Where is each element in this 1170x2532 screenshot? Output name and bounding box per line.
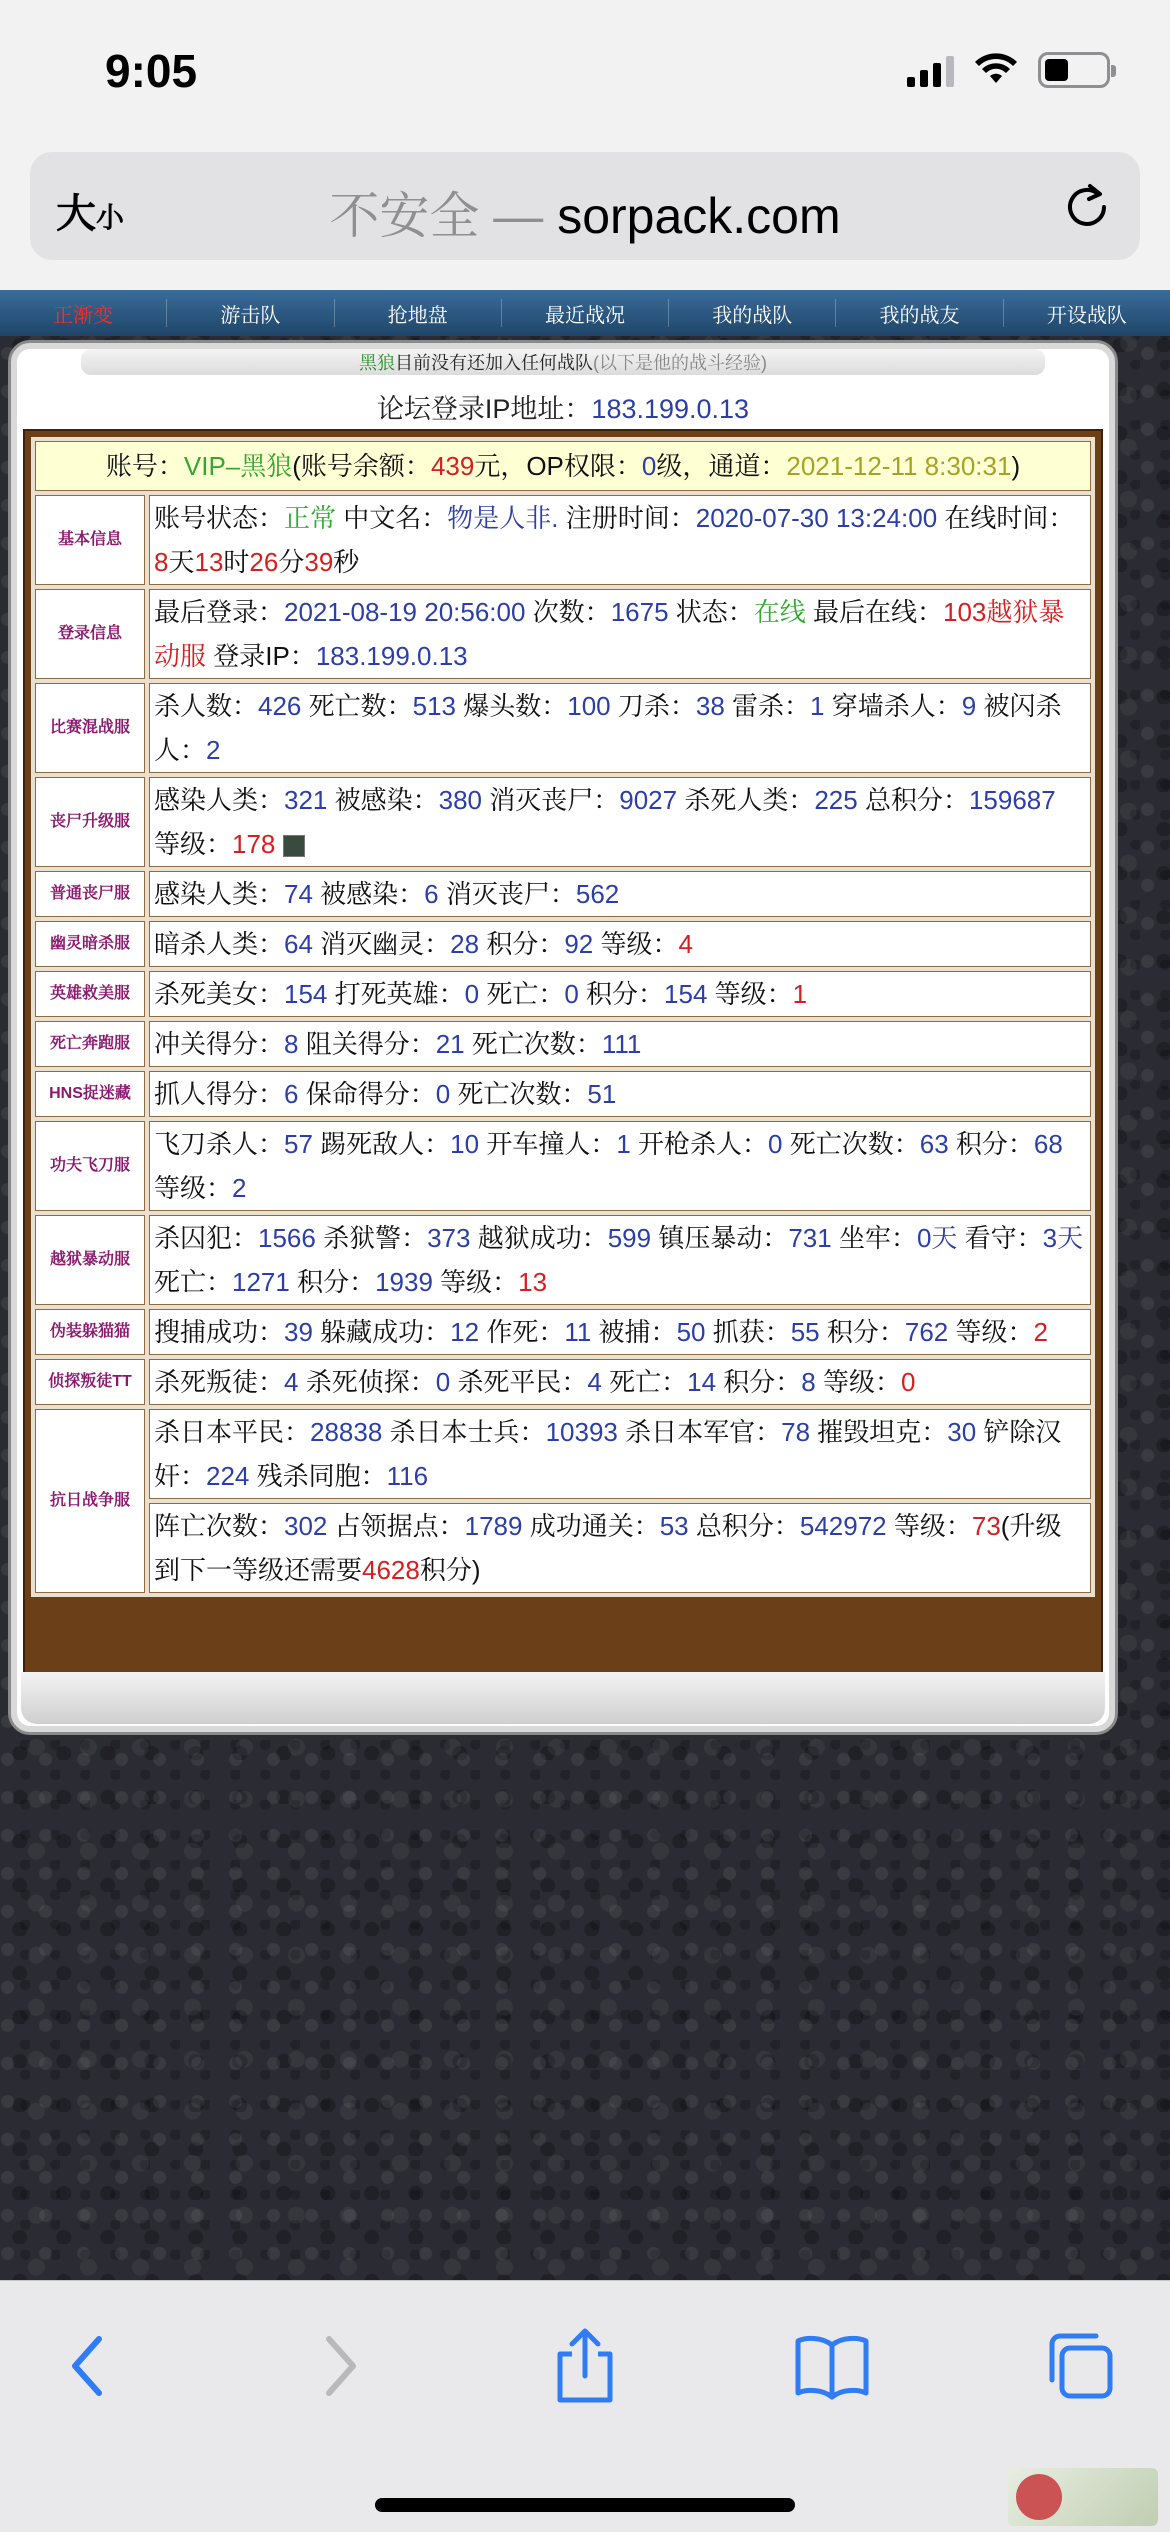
address-bar[interactable]: [30, 152, 1140, 260]
home-indicator: [375, 2498, 795, 2512]
row-value: 感染人类：321 被感染：380 消灭丧尸：9027 杀死人类：225 总积分：159687 等级：178: [149, 777, 1091, 867]
nav-item-create-team[interactable]: 开设战队: [1046, 304, 1127, 327]
battery-icon: [1038, 52, 1110, 88]
cellular-signal-icon: [907, 53, 954, 87]
table-row: [35, 495, 1091, 585]
player-name[interactable]: 黑狼: [359, 353, 395, 373]
row-label: 越狱暴动服: [35, 1215, 145, 1305]
row-label: HNS捉迷藏: [35, 1071, 145, 1117]
row-value: 飞刀杀人：57 踢死敌人：10 开车撞人：1 开枪杀人：0 死亡次数：63 积分：68 等级：2: [149, 1121, 1091, 1211]
nav-item-guerrilla[interactable]: 游击队: [220, 304, 281, 327]
table-row: [35, 1071, 1091, 1117]
table-row: [35, 871, 1091, 917]
row-label: 丧尸升级服: [35, 777, 145, 867]
row-label: 死亡奔跑服: [35, 1021, 145, 1067]
row-label: 普通丧尸服: [35, 871, 145, 917]
nav-item-territory[interactable]: 抢地盘: [387, 304, 448, 327]
table-row: [35, 1359, 1091, 1405]
back-button[interactable]: [38, 2321, 138, 2411]
table-row: [35, 589, 1091, 679]
row-label: 侦探叛徒TT: [35, 1359, 145, 1405]
row-value: 杀囚犯：1566 杀狱警：373 越狱成功：599 镇压暴动：731 坐牢：0天 看守：3天 死亡：1271 积分：1939 等级：13: [149, 1215, 1091, 1305]
row-label: 伪装躲猫猫: [35, 1309, 145, 1355]
row-value: 杀死叛徒：4 杀死侦探：0 杀死平民：4 死亡：14 积分：8 等级：0: [149, 1359, 1091, 1405]
row-label: 基本信息: [35, 495, 145, 585]
table-row: [35, 683, 1091, 773]
browser-top-chrome: [0, 0, 1170, 290]
nav-item-active[interactable]: 正渐变: [53, 304, 114, 327]
browser-toolbar: [0, 2280, 1170, 2532]
table-row: [35, 1409, 1091, 1499]
row-label: 抗日战争服: [35, 1409, 145, 1593]
table-row: [35, 921, 1091, 967]
squad-notice: 黑狼目前没有还加入任何战队(以下是他的战斗经验): [81, 349, 1045, 375]
insecure-label: 不安全 —: [329, 188, 544, 244]
row-value: 阵亡次数：302 占领据点：1789 成功通关：53 总积分：542972 等级：73(升级到下一等级还需要4628积分): [149, 1503, 1091, 1593]
wifi-icon: [974, 53, 1018, 87]
rank-badge-icon: [283, 835, 305, 857]
nav-item-my-team[interactable]: 我的战队: [712, 304, 793, 327]
table-row: [35, 1021, 1091, 1067]
row-label: 功夫飞刀服: [35, 1121, 145, 1211]
row-value: 搜捕成功：39 躲藏成功：12 作死：11 被捕：50 抓获：55 积分：762 等级：2: [149, 1309, 1091, 1355]
row-value: 账号状态：正常 中文名：物是人非. 注册时间：2020-07-30 13:24:00 在线时间：8天13时26分39秒: [149, 495, 1091, 585]
profile-panel: [8, 340, 1118, 1735]
watermark-logo: [1008, 2468, 1158, 2526]
row-label: 比赛混战服: [35, 683, 145, 773]
nav-item-recent-battles[interactable]: 最近战况: [544, 304, 625, 327]
url-text[interactable]: [30, 176, 1140, 248]
table-row: [35, 1503, 1091, 1593]
table-row: [35, 1309, 1091, 1355]
chevron-right-icon: [315, 2331, 365, 2401]
status-icons: [907, 52, 1110, 88]
account-summary: 账号：VIP–黑狼(账号余额：439元，OP权限：0级，通道：2021-12-11 8:30:31): [35, 441, 1091, 491]
tabs-button[interactable]: [1030, 2321, 1130, 2411]
text-size-button[interactable]: 大小: [56, 192, 125, 236]
nav-item-my-friends[interactable]: 我的战友: [879, 304, 960, 327]
stats-table: [31, 437, 1095, 1597]
panel-footer: [21, 1672, 1105, 1724]
domain: sorpack.com: [557, 188, 841, 244]
table-row: [35, 777, 1091, 867]
row-label: 英雄救美服: [35, 971, 145, 1017]
stats-table-frame: [23, 429, 1103, 1674]
row-value: 杀人数：426 死亡数：513 爆头数：100 刀杀：38 雷杀：1 穿墙杀人：9 被闪杀人：2: [149, 683, 1091, 773]
share-icon: [550, 2326, 620, 2406]
row-value: 冲关得分：8 阻关得分：21 死亡次数：111: [149, 1021, 1091, 1067]
account-row: [35, 441, 1091, 491]
row-label: 幽灵暗杀服: [35, 921, 145, 967]
tabs-icon: [1042, 2328, 1118, 2404]
login-ip-title: 论坛登录IP地址：183.199.0.13: [376, 394, 750, 424]
site-nav: [0, 290, 1170, 336]
row-value: 杀死美女：154 打死英雄：0 死亡：0 积分：154 等级：1: [149, 971, 1091, 1017]
status-time: 9:05: [105, 45, 198, 97]
book-icon: [792, 2331, 872, 2401]
row-value: 最后登录：2021-08-19 20:56:00 次数：1675 状态：在线 最后在线：103越狱暴动服 登录IP：183.199.0.13: [149, 589, 1091, 679]
row-value: 感染人类：74 被感染：6 消灭丧尸：562: [149, 871, 1091, 917]
row-value: 杀日本平民：28838 杀日本士兵：10393 杀日本军官：78 摧毁坦克：30 铲除汉奸：224 残杀同胞：116: [149, 1409, 1091, 1499]
table-row: [35, 1121, 1091, 1211]
share-button[interactable]: [535, 2321, 635, 2411]
reload-icon[interactable]: [1060, 180, 1114, 234]
row-value: 暗杀人类：64 消灭幽灵：28 积分：92 等级：4: [149, 921, 1091, 967]
bookmarks-button[interactable]: [782, 2321, 882, 2411]
chevron-left-icon: [63, 2331, 113, 2401]
table-row: [35, 1215, 1091, 1305]
forward-button[interactable]: [290, 2321, 390, 2411]
table-row: [35, 971, 1091, 1017]
row-label: 登录信息: [35, 589, 145, 679]
row-value: 抓人得分：6 保命得分：0 死亡次数：51: [149, 1071, 1091, 1117]
